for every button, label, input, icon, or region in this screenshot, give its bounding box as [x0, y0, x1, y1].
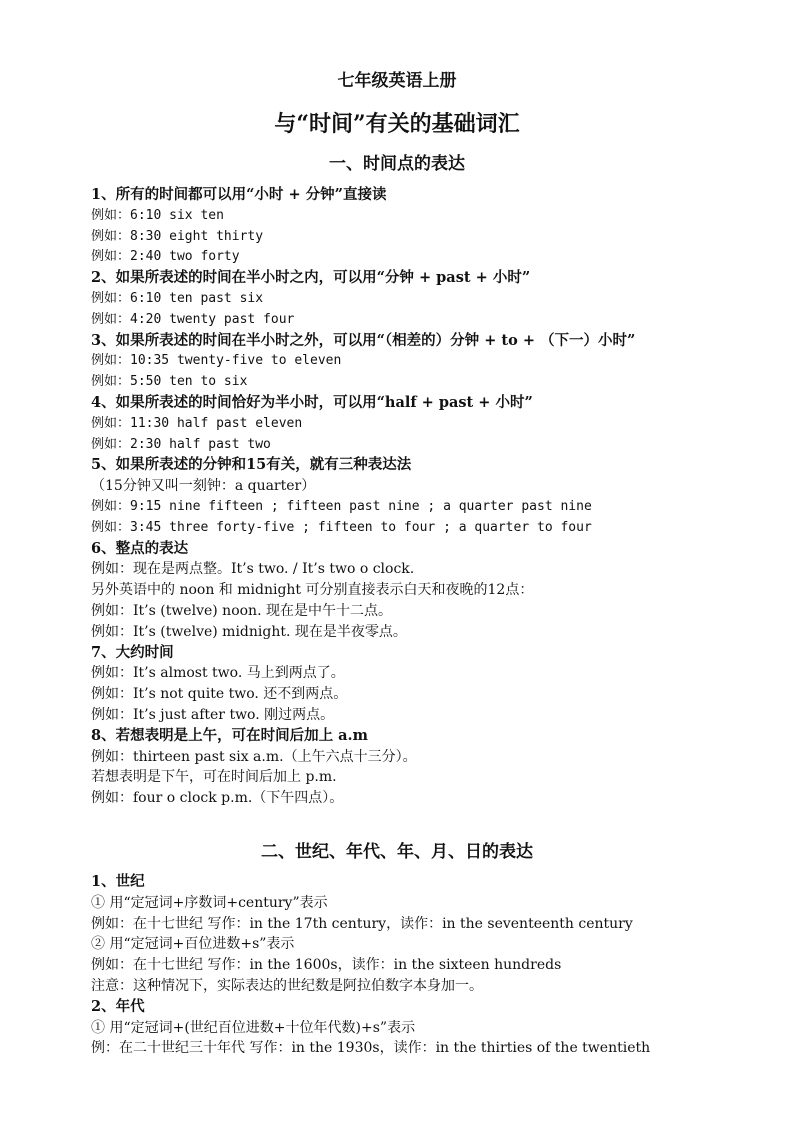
text-line: 注意：这种情况下，实际表达的世纪数是阿拉伯数字本身加一。: [91, 977, 483, 994]
example-line: 例如：11:30 half past eleven: [91, 415, 303, 431]
text-line: ① 用“定冠词+序数词+century”表示: [91, 894, 328, 911]
example-line: 例如：10:35 twenty-five to eleven: [91, 353, 342, 369]
example-line: 例如：4:20 twenty past four: [91, 311, 295, 327]
text-line: 另外英语中的 noon 和 midnight 可分别直接表示白天和夜晚的12点：: [91, 582, 534, 599]
example-line: 例如：2:30 half past two: [91, 436, 271, 452]
list-heading: 2、如果所表述的时间在半小时之内，可以用“分钟 + past + 小时”: [91, 269, 531, 287]
text-line: （15分钟又叫一刻钟：a quarter）: [91, 478, 316, 495]
text-line: 例如：four o clock p.m.（下午四点）。: [91, 790, 344, 807]
document-title: 与“时间”有关的基础词汇: [274, 111, 520, 137]
document-subtitle: 七年级英语上册: [337, 71, 457, 91]
section-time-points-body: [91, 185, 771, 809]
list-heading: 1、所有的时间都可以用“小时 + 分钟”直接读: [91, 186, 387, 203]
example-line: 例如：6:10 ten past six: [91, 290, 264, 306]
text-line: 例如：现在是两点整。It’s two. / It’s two o clock.: [91, 561, 415, 578]
section-heading-century-year-date: 二、世纪、年代、年、月、日的表达: [261, 842, 533, 862]
text-line: 例如：It’s (twelve) midnight. 现在是半夜零点。: [91, 623, 407, 640]
text-line: 例：在二十世纪三十年代 写作：in the 1930s，读作：in the thirties of the twentieth: [91, 1040, 651, 1057]
list-heading: 3、如果所表述的时间在半小时之外，可以用“（相差的）分钟 + to + （下一）小时”: [91, 331, 636, 349]
list-heading: 1、世纪: [91, 873, 145, 890]
list-heading: 4、如果所表述的时间恰好为半小时，可以用“half + past + 小时”: [91, 393, 533, 411]
example-line: 例如：3:45 three forty-five ; fifteen to four ; a quarter to four: [91, 519, 592, 535]
text-line: 例如：It’s just after two. 刚过两点。: [91, 706, 335, 723]
example-line: 例如：2:40 two forty: [91, 249, 240, 265]
list-heading: 6、整点的表达: [91, 539, 189, 557]
text-line: ② 用“定冠词+百位进数+s”表示: [91, 936, 295, 953]
text-line: 例如：It’s not quite two. 还不到两点。: [91, 686, 348, 703]
text-line: 例如：It’s almost two. 马上到两点了。: [91, 665, 345, 682]
text-line: 若想表明是下午，可在时间后加上 p.m.: [91, 769, 337, 786]
text-line: 例如：thirteen past six a.m.（上午六点十三分）。: [91, 748, 417, 765]
example-line: 例如：8:30 eight thirty: [91, 228, 264, 244]
section-heading-time-points: 一、时间点的表达: [329, 154, 465, 174]
text-line: 例如：在十七世纪 写作：in the 17th century，读作：in the seventeenth century: [91, 915, 633, 932]
list-heading: 5、如果所表述的分钟和15有关，就有三种表达法: [91, 456, 412, 474]
example-line: 例如：9:15 nine fifteen ; fifteen past nine ; a quarter past nine: [91, 498, 592, 514]
text-line: 例如：It’s (twelve) noon. 现在是中午十二点。: [91, 602, 392, 619]
example-line: 例如：5:50 ten to six: [91, 374, 248, 390]
list-heading: 8、若想表明是上午，可在时间后加上 a.m: [91, 726, 368, 744]
text-line: ① 用“定冠词+(世纪百位进数+十位年代数)+s”表示: [91, 1019, 416, 1036]
list-heading: 2、年代: [91, 997, 145, 1015]
section-century-year-body: [91, 872, 771, 1059]
text-line: 例如：在十七世纪 写作：in the 1600s，读作：in the sixteen hundreds: [91, 957, 562, 974]
list-heading: 7、大约时间: [91, 643, 174, 661]
example-line: 例如：6:10 six ten: [91, 207, 224, 223]
